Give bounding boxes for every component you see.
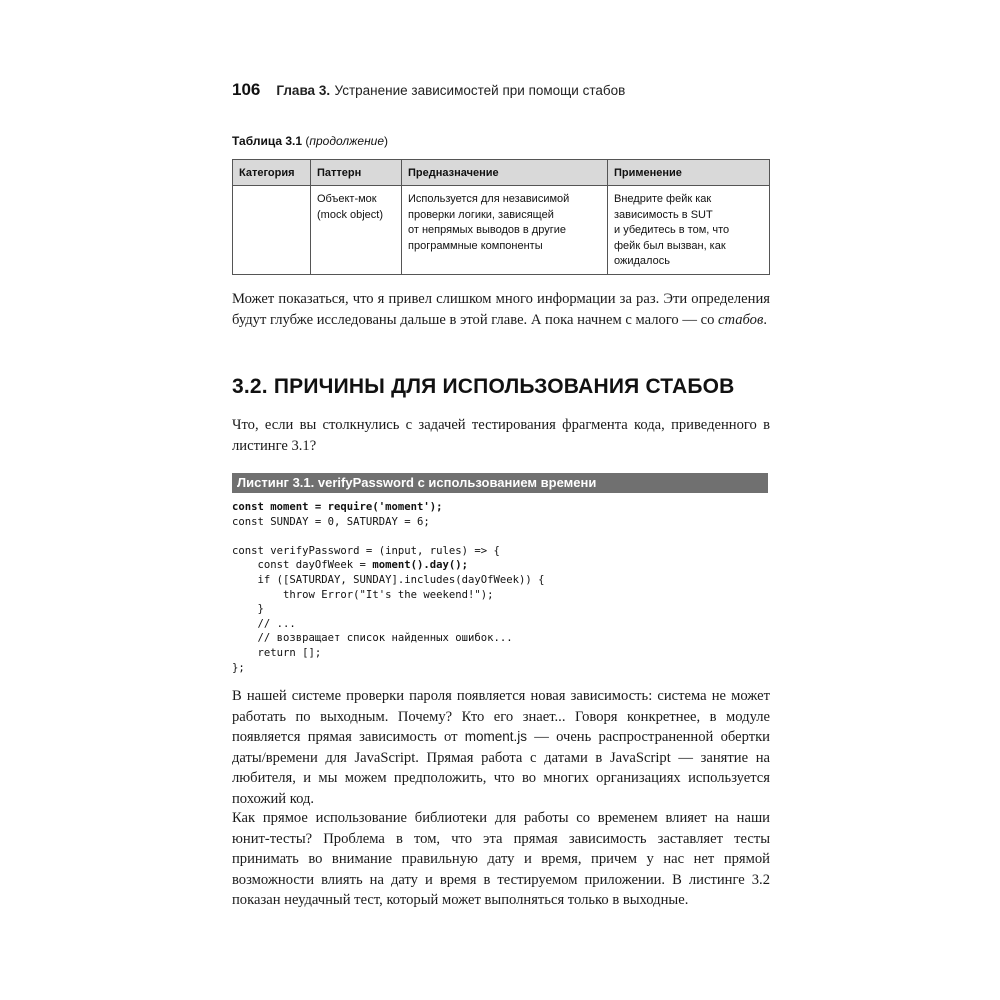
chapter-label: Глава 3. [276,83,331,98]
column-header-purpose: Предназначение [402,160,608,186]
code-line [232,661,770,676]
table-caption-close: ) [384,134,389,148]
code-token: moment().day(); [372,559,468,572]
code-token: // возвращает список найденных ошибок... [232,632,513,645]
code-token: const verifyPassword = (input, rules) => { [232,544,500,557]
code-line [232,515,770,530]
code-token: return []; [232,646,322,659]
patterns-table [232,159,770,275]
code-line [232,646,770,661]
column-header-category: Категория [233,160,311,186]
code-token: const moment = require('moment'); [232,501,443,513]
table-row [233,186,770,275]
paragraph-text: Может показаться, что я привел слишком много информации за раз. Эти определения будут глубже исследованы дальше в этой главе. А пока начнем с малого — со [232,291,770,328]
code-line [232,544,770,559]
table-caption [232,134,388,148]
table-caption-label: Таблица 3.1 [232,134,303,148]
paragraph-end: . [763,311,767,328]
paragraph-dependency [232,686,770,809]
code-line [232,500,770,515]
page-number: 106 [232,80,261,99]
code-token: const dayOfWeek = [232,559,373,572]
code-line [232,588,770,603]
section-heading: 3.2. ПРИЧИНЫ ДЛЯ ИСПОЛЬЗОВАНИЯ СТАБОВ [232,375,735,398]
cell-line: Внедрите фейк как [614,193,712,205]
code-line [232,617,770,632]
cell-line: программные компоненты [408,239,543,252]
cell-line: фейк был вызван, как [614,239,726,252]
cell-line: ожидалось [614,255,670,267]
table-caption-open: ( [302,134,310,148]
code-line [232,602,770,617]
cell-line: (mock object) [317,208,384,221]
cell-line: Используется для независимой [408,193,570,205]
cell-line: и убедитесь в том, что [614,224,730,236]
paragraph-text: — очень распространенной обертки даты/времени для JavaScript. Прямая работа с датами в JavaScript — занятие на любителя, и мы можем предположить, что во многих организациях используется похожий код. [232,729,770,807]
code-token: } [232,603,264,616]
paragraph-italic: стабов [718,311,764,328]
paragraph-problem: Как прямое использование библиотеки для работы со временем влияет на наши юнит-тесты? Проблема в том, что эта прямая зависимость заставляет тесты принимать во внимание правильную дату и время, причем у нас нет прямой возможности влиять на дату и время в тестируемом приложении. В листинге 3.2 показан неудачный тест, который может выполняться только в выходные. [232,810,770,908]
cell-category [233,186,311,275]
code-token: throw Error("It's the weekend!"); [232,588,494,601]
column-header-usage: Применение [608,160,770,186]
listing-title: Листинг 3.1. verifyPassword с использованием времени [232,473,768,493]
paragraph-intro [232,289,770,330]
cell-pattern [311,186,402,275]
cell-line: Объект-мок [317,193,377,205]
code-token: if ([SATURDAY, SUNDAY].includes(dayOfWeek)) { [232,573,545,586]
column-header-pattern: Паттерн [311,160,402,186]
code-line [232,558,770,573]
table-header-row [233,160,770,186]
cell-line: зависимость в SUT [614,208,713,221]
cell-purpose [402,186,608,275]
code-listing [232,500,770,675]
code-token: }; [232,661,245,674]
code-line [232,631,770,646]
paragraph-question: Что, если вы столкнулись с задачей тестирования фрагмента кода, приведенного в листинге 3.1? [232,417,770,454]
chapter-title: Устранение зависимостей при помощи стабов [334,83,626,98]
table-caption-note: продолжение [309,134,385,148]
cell-line: проверки логики, зависящей [408,208,554,221]
code-token: const SUNDAY = 0, SATURDAY = 6; [232,515,430,528]
code-line [232,529,770,544]
paragraph-text: В нашей системе проверки пароля появляется новая зависимость: система не может работать по выходным. Почему? Кто его знает... Говоря конкретнее, в модуле появляется прямая зависимость от [232,688,770,745]
cell-line: от непрямых выводов в другие [408,224,566,236]
code-token: // ... [232,617,296,630]
library-name: moment.js [464,729,527,744]
running-head [232,80,770,100]
cell-usage [608,186,770,275]
code-line [232,573,770,588]
